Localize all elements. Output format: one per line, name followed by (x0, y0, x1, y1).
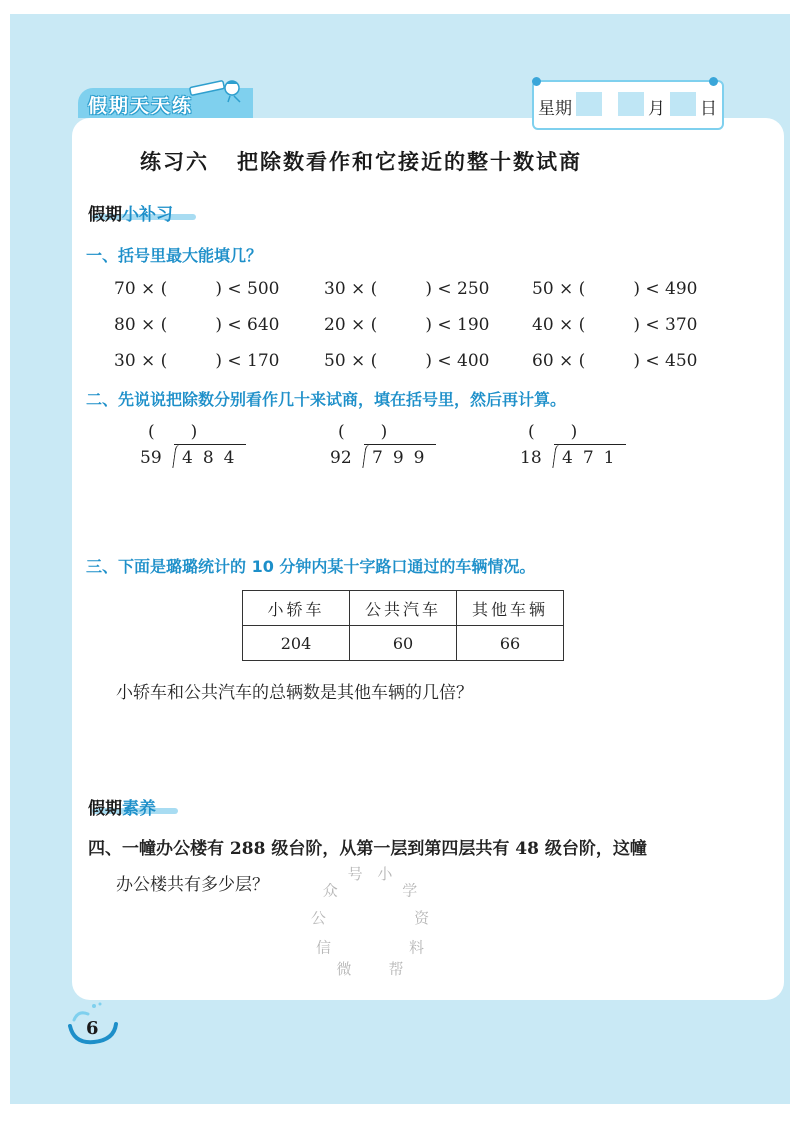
long-division (330, 422, 440, 482)
division-bar (554, 444, 626, 445)
stamp-character: 信 (315, 938, 332, 957)
month-label: 月 (648, 99, 665, 119)
quotient-estimate[interactable]: ( ) (528, 422, 578, 442)
inequality-item: 30 × ( ) < 250 (324, 279, 490, 299)
day-label: 日 (700, 99, 717, 119)
inequality-item: 50 × ( ) < 400 (324, 351, 490, 371)
weekday-label: 星期 (538, 99, 572, 119)
inequality-item: 30 × ( ) < 170 (114, 351, 280, 371)
inequality-item: 40 × ( ) < 370 (532, 315, 698, 335)
table-cell: 60 (350, 626, 457, 661)
long-division (520, 422, 630, 482)
section-heading-literacy (88, 794, 156, 819)
table-header-cell: 公共汽车 (350, 591, 457, 626)
day-field[interactable] (670, 92, 696, 116)
exercise-topic: 把除数看作和它接近的整十数试商 (237, 150, 582, 174)
table-header-cell: 其他车辆 (457, 591, 564, 626)
table-cell: 66 (457, 626, 564, 661)
stamp-character: 众 (322, 881, 338, 900)
divisor: 59 (140, 448, 162, 468)
stamp-character: 帮 (388, 960, 404, 978)
stamp-character: 微 (336, 960, 352, 978)
section-label-accent: 小补习 (122, 205, 173, 225)
divisor: 18 (520, 448, 542, 468)
quotient-estimate[interactable]: ( ) (338, 422, 388, 442)
stamp-character: 料 (408, 938, 425, 957)
inequality-item: 70 × ( ) < 500 (114, 279, 280, 299)
question-3-heading: 三、下面是璐璐统计的 10 分钟内某十字路口通过的车辆情况。 (86, 557, 536, 576)
quotient-estimate[interactable]: ( ) (148, 422, 198, 442)
stamp-character: 小 (377, 865, 393, 884)
pin-icon (532, 77, 541, 86)
table-header-cell: 小轿车 (243, 591, 350, 626)
dividend: 799 (372, 448, 435, 468)
page-number: 6 (86, 1018, 99, 1039)
vehicle-table (242, 590, 564, 661)
inequality-item: 50 × ( ) < 490 (532, 279, 698, 299)
inequality-item: 60 × ( ) < 450 (532, 351, 698, 371)
stamp-character: 公 (310, 909, 326, 927)
dividend: 484 (182, 448, 245, 468)
question-4-line-1: 四、一幢办公楼有 288 级台阶，从第一层到第四层共有 48 级台阶，这幢 (88, 839, 647, 859)
division-bar (174, 444, 246, 445)
section-label: 假期 (88, 799, 122, 819)
page-title (140, 146, 582, 176)
section-heading-review (88, 200, 173, 225)
divisor: 92 (330, 448, 352, 468)
table-row (243, 626, 564, 661)
table-cell: 204 (243, 626, 350, 661)
pin-icon (709, 77, 718, 86)
question-3-prompt: 小轿车和公共汽车的总辆数是其他车辆的几倍？ (116, 683, 473, 703)
inequality-item: 80 × ( ) < 640 (114, 315, 280, 335)
question-4-line-2: 办公楼共有多少层？ (116, 875, 269, 895)
question-1-heading: 一、括号里最大能填几？ (86, 246, 263, 265)
date-box (532, 80, 724, 130)
logo-text: 假期天天练 (88, 95, 194, 117)
stamp-character: 号 (347, 865, 363, 884)
weekday-field[interactable] (576, 92, 602, 116)
watermark-stamp (296, 862, 444, 986)
division-bar (364, 444, 436, 445)
month-field[interactable] (618, 92, 644, 116)
stamp-character: 学 (402, 881, 418, 900)
long-division (140, 422, 250, 482)
section-label-accent: 素养 (122, 799, 156, 819)
table-header-row (243, 591, 564, 626)
pencil-kid-icon (188, 78, 244, 104)
question-2-heading: 二、先说说把除数分别看作几十来试商，填在括号里，然后再计算。 (86, 390, 567, 409)
exercise-number: 练习六 (140, 150, 209, 174)
dividend: 471 (562, 448, 625, 468)
section-label: 假期 (88, 205, 122, 225)
inequality-item: 20 × ( ) < 190 (324, 315, 490, 335)
stamp-character: 资 (414, 909, 430, 927)
